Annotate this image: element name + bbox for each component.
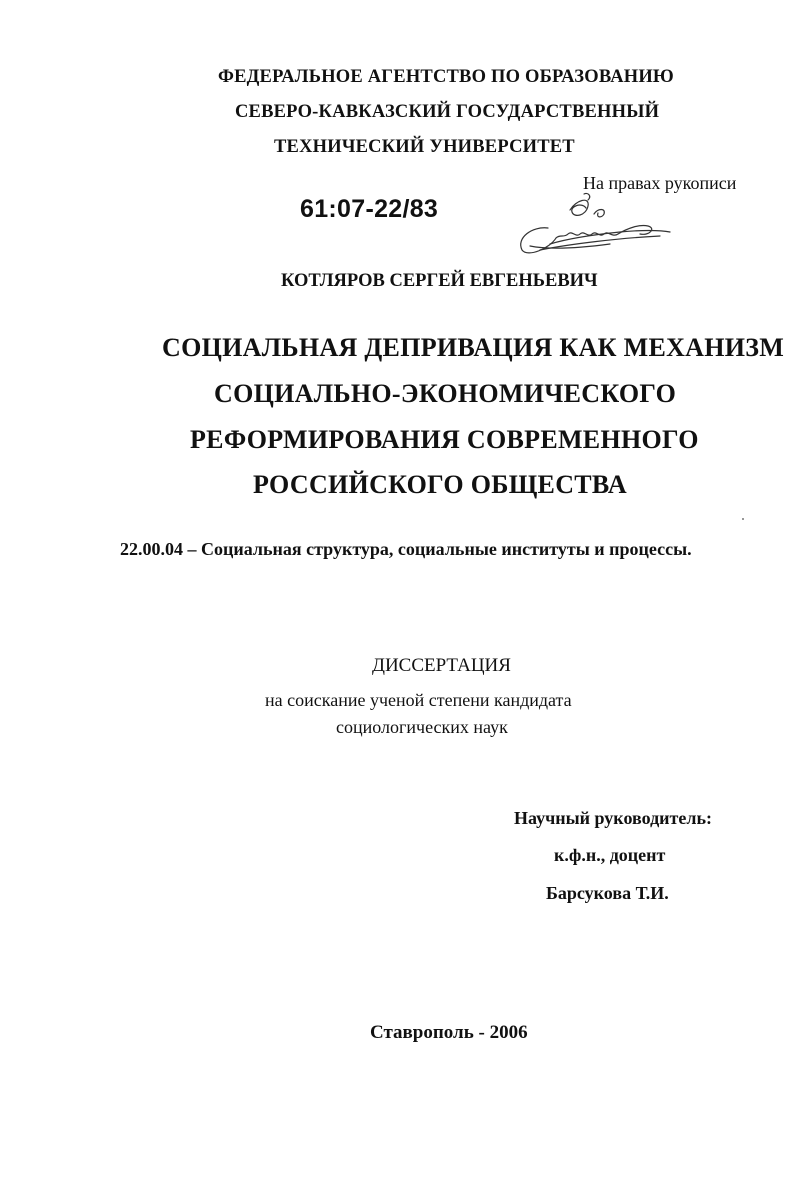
degree-line-2: социологических наук — [336, 717, 508, 737]
dissertation-title-line: РЕФОРМИРОВАНИЯ СОВРЕМЕННОГО — [190, 425, 699, 454]
header-university-line2: ТЕХНИЧЕСКИЙ УНИВЕРСИТЕТ — [274, 137, 575, 157]
rights-note: На правах рукописи — [583, 173, 737, 193]
dissertation-title-line: РОССИЙСКОГО ОБЩЕСТВА — [253, 470, 627, 499]
degree-line-1: на соискание ученой степени кандидата — [265, 690, 572, 710]
scan-speck — [742, 518, 744, 520]
supervisor-label: Научный руководитель: — [514, 808, 712, 828]
dissertation-title-line: СОЦИАЛЬНО-ЭКОНОМИЧЕСКОГО — [214, 379, 677, 408]
header-university-line1: СЕВЕРО-КАВКАЗСКИЙ ГОСУДАРСТВЕННЫЙ — [235, 102, 660, 122]
header-agency: ФЕДЕРАЛЬНОЕ АГЕНТСТВО ПО ОБРАЗОВАНИЮ — [218, 67, 674, 87]
author-name: КОТЛЯРОВ СЕРГЕЙ ЕВГЕНЬЕВИЧ — [281, 271, 598, 291]
document-type: ДИССЕРТАЦИЯ — [372, 655, 511, 676]
supervisor-name: Барсукова Т.И. — [546, 883, 669, 903]
dissertation-title-line: СОЦИАЛЬНАЯ ДЕПРИВАЦИЯ КАК МЕХАНИЗМ — [162, 333, 785, 362]
supervisor-degree: к.ф.н., доцент — [554, 845, 666, 865]
library-stamp-number: 61:07-22/83 — [300, 195, 439, 223]
author-signature — [510, 188, 680, 263]
city-year: Ставрополь - 2006 — [370, 1022, 528, 1043]
specialty-code: 22.00.04 – Социальная структура, социальные институты и процессы. — [120, 539, 692, 559]
